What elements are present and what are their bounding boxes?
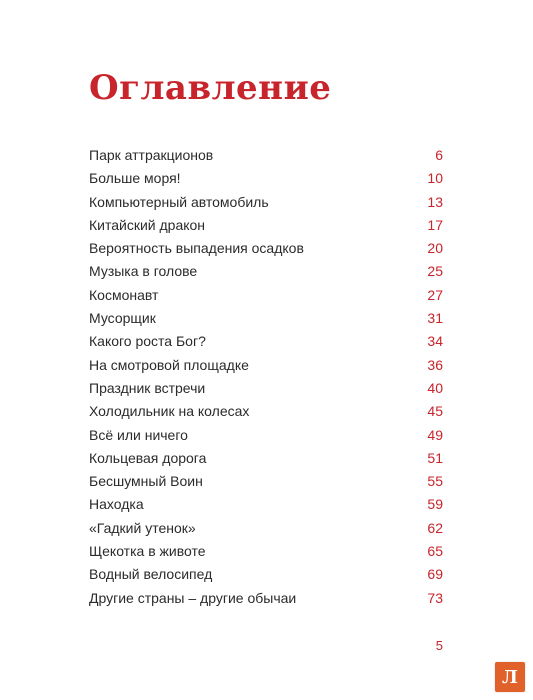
toc-entry-title: «Гадкий утенок» (89, 519, 196, 536)
toc-entry (89, 517, 443, 540)
toc-entry-page: 31 (427, 310, 443, 327)
watermark-letter: Л (502, 666, 518, 688)
toc-entry (89, 424, 443, 447)
toc-entry-title: Холодильник на колесах (89, 403, 250, 420)
toc-entry (89, 377, 443, 400)
toc-entry-title: Космонавт (89, 286, 159, 303)
toc-entry (89, 330, 443, 353)
toc-entry-title: Парк аттракционов (89, 147, 214, 163)
toc-entry-title: Больше моря! (89, 170, 181, 187)
toc-entry (89, 307, 443, 330)
toc-entry-title: Щекотка в животе (89, 543, 206, 560)
toc-entry (89, 167, 443, 190)
toc-entry-page: 6 (435, 147, 443, 163)
toc-entry-page: 51 (427, 449, 443, 466)
toc-entry (89, 447, 443, 470)
toc-entry-page: 20 (427, 240, 443, 257)
toc-entry-page: 40 (427, 379, 443, 396)
page-number: 5 (435, 638, 443, 653)
toc-entry (89, 191, 443, 214)
toc-entry-page: 27 (427, 286, 443, 303)
toc-entry-page: 36 (427, 356, 443, 373)
toc-entry-title: Кольцевая дорога (89, 449, 207, 466)
toc-entry-page: 62 (427, 519, 443, 536)
toc-entry-page: 25 (427, 263, 443, 280)
toc-entry-page: 45 (427, 403, 443, 420)
toc-entry (89, 587, 443, 610)
toc-entry (89, 493, 443, 516)
toc-entry (89, 144, 443, 167)
toc-entry-page: 59 (427, 496, 443, 513)
toc-entry-title: Находка (89, 496, 144, 513)
toc-entry-title: Праздник встречи (89, 379, 206, 396)
toc-entry-title: Бесшумный Воин (89, 473, 203, 490)
toc-entry-page: 55 (427, 473, 443, 490)
toc-entry (89, 260, 443, 283)
table-of-contents (89, 144, 443, 610)
toc-entry (89, 354, 443, 377)
toc-entry (89, 214, 443, 237)
toc-entry-title: Другие страны – другие обычаи (89, 589, 297, 606)
toc-entry-title: Вероятность выпадения осадков (89, 240, 304, 257)
toc-entry-page: 10 (427, 170, 443, 187)
toc-entry-page: 73 (427, 589, 443, 606)
toc-entry (89, 284, 443, 307)
toc-entry (89, 540, 443, 563)
toc-entry-page: 49 (427, 426, 443, 443)
toc-entry-title: Компьютерный автомобиль (89, 193, 269, 210)
toc-entry (89, 470, 443, 493)
toc-entry-page: 65 (427, 543, 443, 560)
toc-entry-page: 17 (427, 216, 443, 233)
toc-entry-title: Какого роста Бог? (89, 333, 206, 350)
toc-entry (89, 563, 443, 586)
litres-logo-icon (495, 662, 525, 692)
toc-entry-page: 34 (427, 333, 443, 350)
toc-entry-title: Водный велосипед (89, 566, 213, 583)
toc-entry-title: Китайский дракон (89, 216, 206, 233)
toc-entry-page: 13 (427, 193, 443, 210)
toc-entry-title: Мусорщик (89, 310, 156, 327)
page-title: Оглавление (89, 68, 332, 108)
toc-entry-title: Всё или ничего (89, 426, 188, 443)
toc-entry (89, 400, 443, 423)
toc-entry-title: На смотровой площадке (89, 356, 249, 373)
toc-entry-page: 69 (427, 566, 443, 583)
toc-entry (89, 237, 443, 260)
toc-entry-title: Музыка в голове (89, 263, 198, 280)
